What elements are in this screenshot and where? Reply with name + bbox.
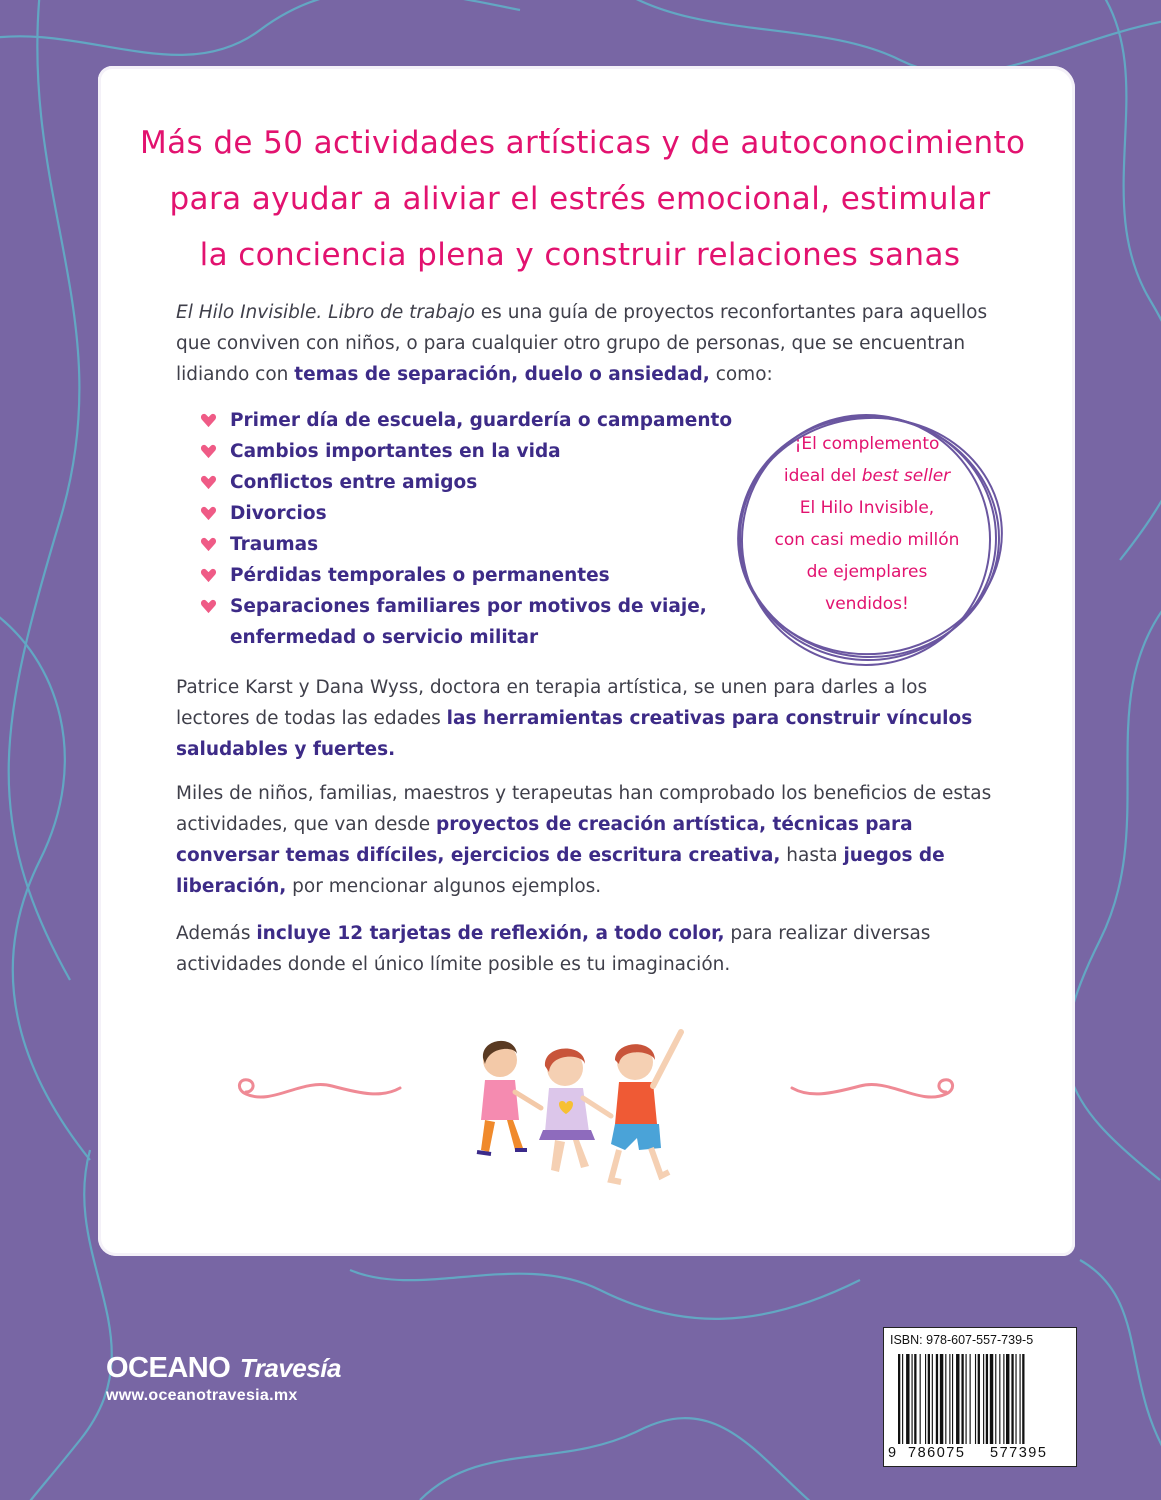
list-item: [200, 467, 740, 498]
barcode-bar: [902, 1354, 903, 1444]
right-swirl-ornament-icon: [790, 1072, 960, 1108]
barcode-bar: [1020, 1354, 1021, 1444]
heart-icon: [200, 568, 217, 583]
barcode-bar: [970, 1354, 971, 1444]
list-item: [200, 436, 740, 467]
heart-icon: [200, 599, 217, 614]
barcode-bar: [983, 1354, 984, 1444]
barcode-bar: [920, 1354, 921, 1444]
barcode-bar: [999, 1354, 1000, 1444]
barcode-bar: [961, 1354, 963, 1444]
para3-text-2: para realizar diversas actividades donde el único límite posible es tu imaginación.: [176, 923, 931, 975]
isbn-label: ISBN: 978-607-557-739-5: [890, 1333, 1034, 1347]
barcode-bar: [1006, 1354, 1009, 1444]
para2-text-3: por mencionar algunos ejemplos.: [286, 876, 602, 897]
heart-icon: [200, 537, 217, 552]
para2-text-2: hasta: [780, 845, 844, 866]
badge-line-2-text: ideal del: [783, 466, 862, 486]
bestseller-badge: [730, 408, 1006, 668]
para1-text: Patrice Karst y Dana Wyss, doctora en terapia artística, se unen para darles a los lectores de todas las edades: [176, 677, 928, 729]
list-item: [200, 498, 740, 529]
topics-list: [200, 405, 740, 653]
list-item-label: Separaciones familiares por motivos de viaje, enfermedad o servicio militar: [230, 596, 707, 648]
intro-text-2: como:: [709, 364, 773, 385]
barcode-bar: [949, 1354, 950, 1444]
heart-icon: [200, 413, 217, 428]
benefits-paragraph: [176, 778, 996, 902]
para2-text-1: Miles de niños, familias, maestros y terapeutas han comprobado los beneficios de estas actividades, que van desde: [176, 783, 992, 835]
barcode-bar: [952, 1354, 953, 1444]
intro-highlight: temas de separación, duelo o ansiedad,: [294, 364, 710, 385]
publisher-name: [106, 1351, 341, 1385]
badge-line-1: ¡El complemento: [794, 434, 940, 454]
barcode-bar: [1011, 1354, 1013, 1444]
barcode-bar: [990, 1354, 993, 1444]
headline-line-2: para ayudar a aliviar el estrés emocional, estimular: [169, 181, 991, 217]
barcode-bar: [956, 1354, 959, 1444]
headline: [140, 115, 1026, 283]
badge-line-6: vendidos!: [825, 594, 909, 614]
headline-line-1: Más de 50 actividades artísticas y de autoconocimiento: [140, 125, 1026, 161]
publisher-imprint: Travesía: [239, 1353, 341, 1383]
publisher-url: www.oceanotravesia.mx: [106, 1387, 298, 1404]
barcode-bar: [912, 1354, 913, 1444]
para1-highlight: las herramientas creativas para construir vínculos saludables y fuertes.: [176, 708, 973, 760]
para3-text-1: Además: [176, 923, 257, 944]
heart-icon: [200, 444, 217, 459]
barcode-bar: [975, 1354, 976, 1444]
badge-line-4: con casi medio millón: [774, 530, 960, 550]
cards-paragraph: [176, 918, 996, 980]
barcode-bars-icon: [898, 1354, 1066, 1446]
badge-line-2: [760, 460, 974, 492]
badge-line-3: El Hilo Invisible,: [799, 498, 935, 518]
barcode-digits-group-2: 577395: [990, 1445, 1048, 1461]
barcode-bar: [914, 1354, 916, 1444]
heart-icon: [200, 506, 217, 521]
badge-line-2-italic: best seller: [861, 466, 951, 486]
para3-highlight: incluye 12 tarjetas de reflexión, a todo color,: [256, 923, 725, 944]
list-item: [200, 591, 740, 653]
isbn-barcode: [883, 1327, 1077, 1467]
barcode-bar: [906, 1354, 909, 1444]
list-item-label: Pérdidas temporales o permanentes: [230, 565, 610, 586]
list-item-label: Divorcios: [230, 503, 327, 524]
list-item: [200, 560, 740, 591]
intro-paragraph: [176, 297, 996, 390]
barcode-bar: [940, 1354, 943, 1444]
barcode-bar: [966, 1354, 967, 1444]
para2-highlight-2: juegos de liberación,: [176, 845, 945, 897]
barcode-bar: [1022, 1354, 1024, 1444]
children-illustration: [455, 1020, 700, 1200]
headline-line-3: la conciencia plena y construir relaciones sanas: [199, 237, 961, 273]
badge-line-5: de ejemplares: [806, 562, 928, 582]
barcode-bar: [932, 1354, 933, 1444]
para2-highlight-1: proyectos de creación artística, técnicas para conversar temas difíciles, ejercicios de escritura creativa,: [176, 814, 913, 866]
list-item-label: Cambios importantes en la vida: [230, 441, 561, 462]
barcode-bar: [995, 1354, 996, 1444]
publisher-name-text: OCEANO: [106, 1352, 231, 1384]
list-item-label: Conflictos entre amigos: [230, 472, 478, 493]
barcode-bar: [986, 1354, 988, 1444]
barcode-bar: [945, 1354, 946, 1444]
book-title: El Hilo Invisible. Libro de trabajo: [176, 302, 475, 323]
list-item-label: Traumas: [230, 534, 319, 555]
list-item-label: Primer día de escuela, guardería o campamento: [230, 410, 733, 431]
authors-paragraph: [176, 672, 996, 765]
barcode-bar: [1015, 1354, 1016, 1444]
barcode-bar: [978, 1354, 980, 1444]
barcode-first-digit: 9: [888, 1445, 897, 1461]
intro-text-1: es una guía de proyectos reconfortantes para aquellos que conviven con niños, o para cualquier otro grupo de personas, que se encuentran lidiando con: [176, 302, 988, 385]
left-swirl-ornament-icon: [232, 1072, 402, 1108]
heart-icon: [200, 475, 217, 490]
barcode-bar: [1003, 1354, 1004, 1444]
barcode-bar: [928, 1354, 930, 1444]
barcode-digits-group-1: 786075: [908, 1445, 966, 1461]
barcode-bar: [936, 1354, 938, 1444]
list-item: [200, 529, 740, 560]
barcode-bar: [898, 1354, 900, 1444]
publisher-logo: [106, 1351, 341, 1405]
barcode-bar: [925, 1354, 926, 1444]
badge-text: [760, 428, 974, 620]
list-item: [200, 405, 740, 436]
